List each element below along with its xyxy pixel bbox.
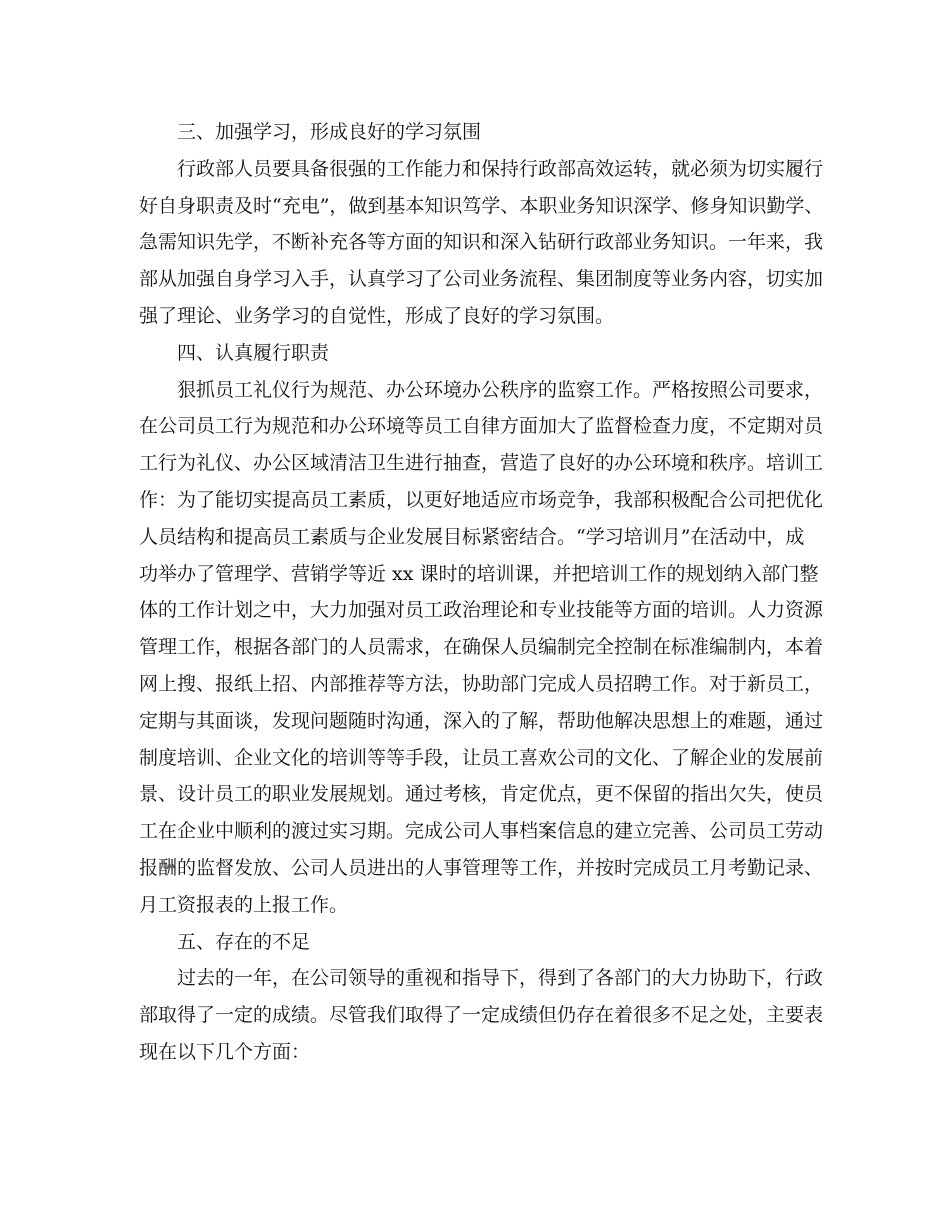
paragraph-line: 工行为礼仪、办公区域清洁卫生进行抽查，营造了良好的办公环境和秩序。培训工 bbox=[139, 452, 824, 475]
paragraph-line: 作：为了能切实提高员工素质，以更好地适应市场竞争，我部积极配合公司把优化 bbox=[139, 488, 824, 511]
paragraph-line: 过去的一年，在公司领导的重视和指导下，得到了各部门的大力协助下，行政 bbox=[177, 967, 824, 990]
paragraph-line: 网上搜、报纸上招、内部推荐等方法，协助部门完成人员招聘工作。对于新员工， bbox=[139, 672, 824, 695]
paragraph-line: 体的工作计划之中，大力加强对员工政治理论和专业技能等方面的培训。人力资源 bbox=[139, 599, 824, 622]
paragraph-line: 部取得了一定的成绩。尽管我们取得了一定成绩但仍存在着很多不足之处，主要表 bbox=[139, 1004, 824, 1027]
paragraph-line: 报酬的监督发放、公司人员进出的人事管理等工作，并按时完成员工月考勤记录、 bbox=[139, 856, 824, 879]
paragraph-line: 月工资报表的上报工作。 bbox=[139, 893, 349, 916]
paragraph-line: 制度培训、企业文化的培训等等手段，让员工喜欢公司的文化、了解企业的发展前 bbox=[139, 746, 824, 769]
paragraph-line: 狠抓员工礼仪行为规范、办公环境办公秩序的监察工作。严格按照公司要求， bbox=[177, 378, 824, 401]
paragraph-line: 急需知识先学，不断补充各等方面的知识和深入钻研行政部业务知识。一年来，我 bbox=[139, 231, 824, 254]
paragraph-line: 功举办了管理学、营销学等近 xx 课时的培训课，并把培训工作的规划纳入部门整 bbox=[139, 562, 819, 585]
paragraph-line: 现在以下几个方面： bbox=[139, 1040, 311, 1063]
paragraph-line: 行政部人员要具备很强的工作能力和保持行政部高效运转，就必须为切实履行 bbox=[177, 157, 824, 180]
paragraph-line: 部从加强自身学习入手，认真学习了公司业务流程、集团制度等业务内容，切实加 bbox=[139, 268, 824, 291]
paragraph-line: 在公司员工行为规范和办公环境等员工自律方面加大了监督检查力度，不定期对员 bbox=[139, 415, 824, 438]
section-heading-4: 四、认真履行职责 bbox=[177, 341, 330, 364]
paragraph-line: 工在企业中顺利的渡过实习期。完成公司人事档案信息的建立完善、公司员工劳动 bbox=[139, 820, 824, 843]
paragraph-line: 人员结构和提高员工素质与企业发展目标紧密结合。“学习培训月”在活动中，成 bbox=[139, 525, 805, 548]
paragraph-line: 景、设计员工的职业发展规划。通过考核，肯定优点，更不保留的指出欠失，使员 bbox=[139, 783, 824, 806]
paragraph-line: 定期与其面谈，发现问题随时沟通，深入的了解，帮助他解决思想上的难题，通过 bbox=[139, 709, 824, 732]
document-body bbox=[139, 114, 824, 1071]
paragraph-line: 好自身职责及时“充电”，做到基本知识笃学、本职业务知识深学、修身知识勤学、 bbox=[139, 194, 824, 217]
section-heading-5: 五、存在的不足 bbox=[177, 930, 311, 953]
paragraph-line: 强了理论、业务学习的自觉性，形成了良好的学习氛围。 bbox=[139, 304, 615, 327]
paragraph-line: 管理工作，根据各部门的人员需求，在确保人员编制完全控制在标准编制内，本着 bbox=[139, 636, 824, 659]
section-heading-3: 三、加强学习，形成良好的学习氛围 bbox=[177, 121, 482, 143]
